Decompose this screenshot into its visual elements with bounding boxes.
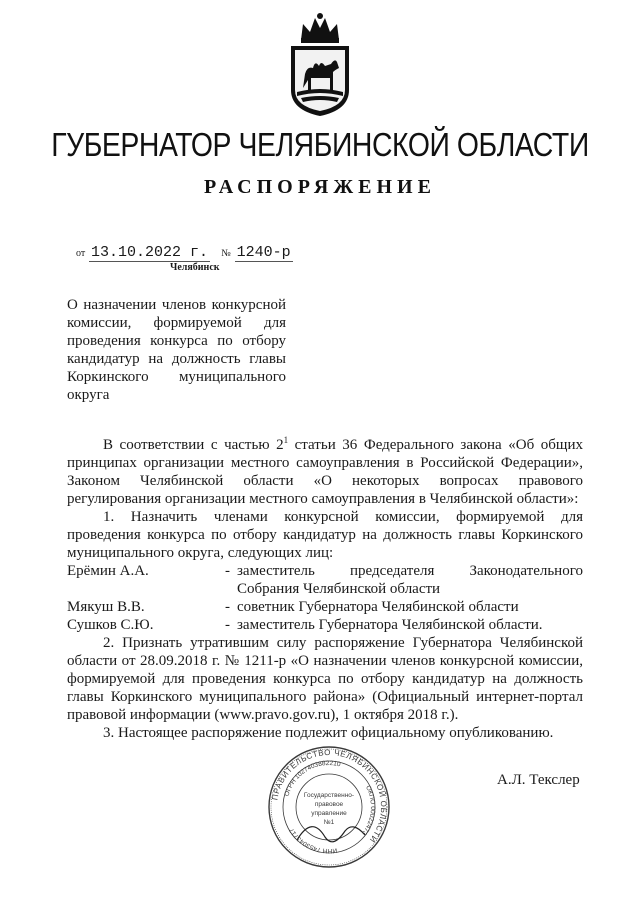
subject-line: Коркинского муниципального [67,369,286,385]
subject-line: кандидатур на должность главы [67,351,286,367]
member-dash: - [225,599,230,615]
stamp-center-line: Государственно- [303,792,355,799]
coat-of-arms-emblem [287,10,353,118]
stamp-ring-text: ПРАВИТЕЛЬСТВО ЧЕЛЯБИНСКОЙ ОБЛАСТИ [270,747,389,845]
item-2-line: правовой информации (www.pravo.gov.ru), 1 октября 2018 г.). [67,707,459,723]
member-role [237,616,583,634]
item-3-line: 3. Настоящее распоряжение подлежит официальному опубликованию. [103,725,554,741]
preamble-paragraph [67,436,583,508]
member-role-line: советник Губернатора Челябинской области [237,599,519,615]
stamp-center-line: управление [311,810,347,817]
item-2-line: области от 28.09.2018 г. № 1211-р «О назначении членов конкурсной комиссии, [67,653,583,669]
item-2-line: 2. Признать утратившим силу распоряжение Губернатора Челябинской [103,635,583,651]
member-role [237,598,583,616]
stamp-center-line: №1 [323,819,335,826]
subject-line: комиссии, формируемой для [67,315,286,331]
member-row [67,562,583,598]
stamp-ogrn: ОГРН 1027403882210 [283,759,342,798]
item-1-paragraph [67,508,583,562]
item-1-line: муниципального округа, следующих лиц: [67,545,334,561]
stamp-center-line: правовое [314,801,344,808]
stamp-okpo: ОКПО 00022473 [360,784,377,837]
subject-line: округа [67,387,110,403]
member-name: Сушков С.Ю. [67,617,154,633]
document-subject [67,296,286,404]
number-label: № [221,248,231,259]
document-date: 13.10.2022 г. [91,244,209,261]
document-type: РАСПОРЯЖЕНИЕ [204,176,436,198]
issue-city: Челябинск [170,262,220,273]
subject-line: проведения конкурса по отбору [67,333,286,349]
item-3-paragraph [67,724,583,742]
date-label: от [76,248,86,259]
stamp-inn: ИНН 7453043717 [288,826,338,855]
member-name: Мякуш В.В. [67,599,145,615]
document-number: 1240-р [236,244,291,261]
document-title: ГУБЕРНАТОР ЧЕЛЯБИНСКОЙ ОБЛАСТИ [51,126,589,163]
official-stamp [267,745,391,869]
item-1-line: проведения конкурса по отбору кандидатур на должность главы Коркинского [67,527,583,543]
item-1-line: 1. Назначить членами конкурсной комиссии, формируемой для [103,509,583,525]
member-role [237,562,583,598]
preamble-line: В соответствии с частью $2^1$ статьи 36 Федерального закона «Об общих [103,435,583,453]
member-dash: - [225,617,230,633]
subject-line: О назначении членов конкурсной [67,297,286,313]
member-dash: - [225,563,230,579]
member-role-line: заместитель председателя Законодательного [237,563,583,579]
signer-name: А.Л. Текслер [497,772,580,788]
preamble-line: регулирования организации местного самоуправления в Челябинской области»: [67,491,579,507]
member-row [67,598,583,616]
item-2-line: формируемой для проведения конкурса по отбору кандидатур на должность [67,671,583,687]
member-role-line: Собрания Челябинской области [237,581,441,597]
member-row [67,616,583,634]
member-name: Ерёмин А.А. [67,563,149,579]
member-role-line: заместитель Губернатора Челябинской области. [237,617,543,633]
preamble-line: принципах организации местного самоуправления в Российской Федерации», [67,455,583,471]
svg-text:ОКПО 00022473 [360,785,376,837]
date-number-line [76,244,293,261]
preamble-line: Законом Челябинской области «О некоторых вопросах правового [67,473,583,489]
item-2-paragraph [67,634,583,724]
item-2-line: главы Коркинского муниципального района» (Официальный интернет-портал [67,689,583,705]
